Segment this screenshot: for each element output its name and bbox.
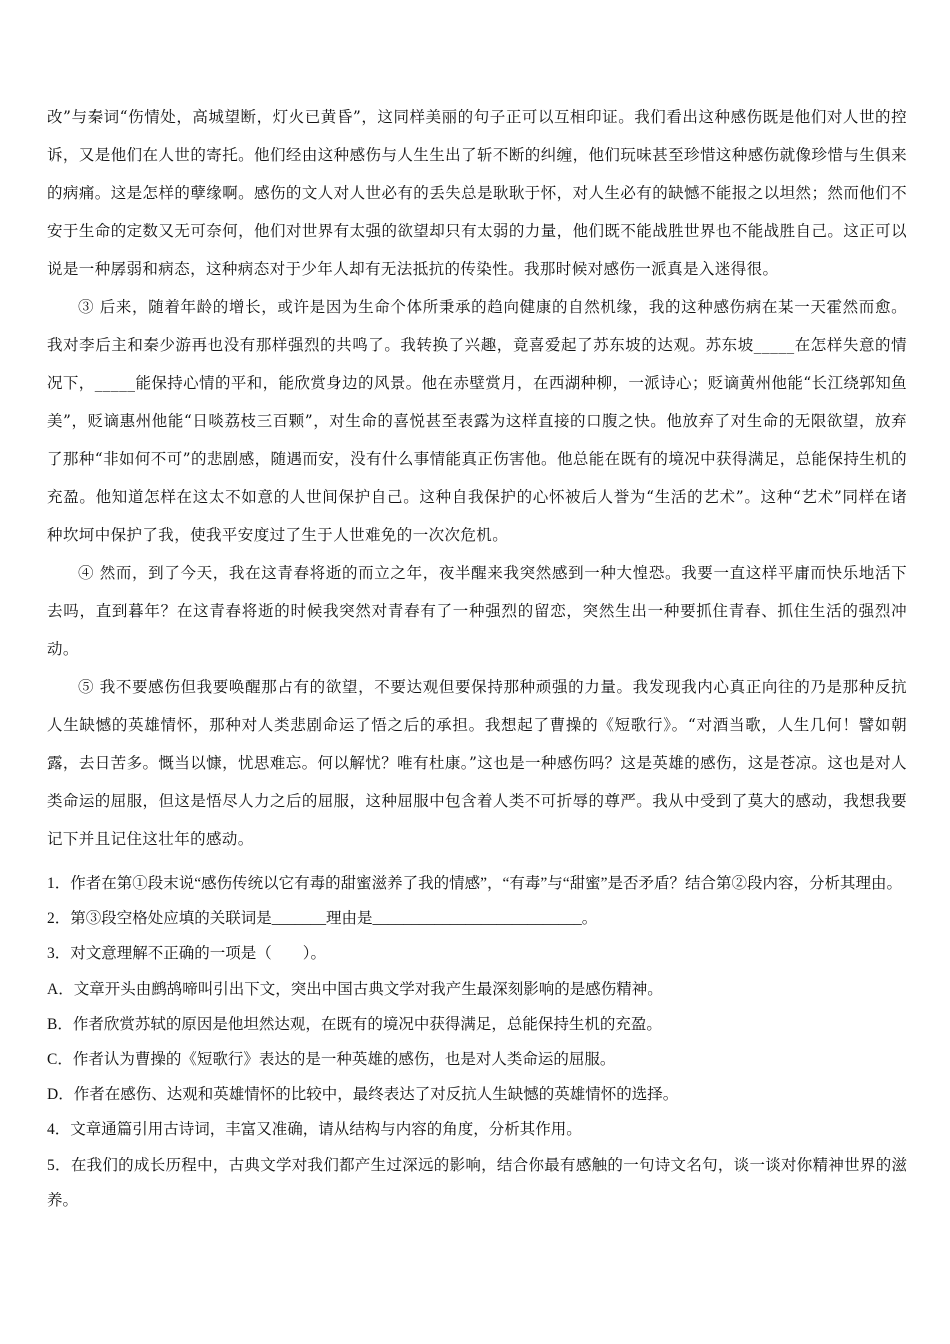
paragraph-4: ④ 然而，到了今天，我在这青春将逝的而立之年，夜半醒来我突然感到一种大惶恐。我要一直这样平庸而快乐地活下去吗，直到暮年？在这青春将逝的时候我突然对青春有了一种强烈的留恋，突然生出一种要抓住青春、抓住生活的强烈冲动。 (47, 564, 907, 658)
paragraph-5: ⑤ 我不要感伤但我要唤醒那占有的欲望，不要达观但要保持那种顽强的力量。我发现我内心真正向往的乃是那种反抗人生缺憾的英雄情怀，那种对人类悲剧命运了悟之后的承担。我想起了曹操的《短歌行》。“对酒当歌，人生几何！譬如朝露，去日苦多。慨当以慷，忧思难忘。何以解忧？唯有杜康。”这也是一种感伤吗？这是英雄的感伤，这是苍凉。这也是对人类命运的屈服，但这是悟尽人力之后的屈服，这种屈服中包含着人类不可折辱的尊严。我从中受到了莫大的感动，我想我要记下并且记住这壮年的感动。 (47, 678, 907, 848)
question-4: 4．文章通篇引用古诗词，丰富又准确，请从结构与内容的角度，分析其作用。 (47, 1121, 582, 1139)
option-b: B．作者欣赏苏轼的原因是他坦然达观，在既有的境况中获得满足，总能保持生机的充盈。 (47, 1015, 662, 1033)
reading-passage (47, 98, 907, 858)
option-a: A．文章开头由鹧鸪啼叫引出下文，突出中国古典文学对我产生最深刻影响的是感伤精神。 (47, 980, 663, 998)
question-5: 5．在我们的成长历程中，古典文学对我们都产生过深远的影响，结合你最有感触的一句诗文名句，谈一谈对你精神世界的滋养。 (47, 1156, 907, 1209)
question-3: 3．对文意理解不正确的一项是（ ）。 (47, 945, 327, 963)
option-c: C．作者认为曹操的《短歌行》表达的是一种英雄的感伤，也是对人类命运的屈服。 (47, 1051, 616, 1069)
option-d: D．作者在感伤、达观和英雄情怀的比较中，最终表达了对反抗人生缺憾的英雄情怀的选择。 (47, 1086, 679, 1104)
question-list (47, 866, 907, 1218)
question-2: 2．第③段空格处应填的关联词是_______理由是___________________________。 (47, 910, 598, 928)
paragraph-3: ③ 后来，随着年龄的增长，或许是因为生命个体所秉承的趋向健康的自然机缘，我的这种感伤病在某一天霍然而愈。我对李后主和秦少游再也没有那样强烈的共鸣了。我转换了兴趣，竟喜爱起了苏东坡的达观。苏东坡_____在怎样失意的情况下，_____能保持心情的平和，能欣赏身边的风景。他在赤壁赏月，在西湖种柳，一派诗心；贬谪黄州他能“长江绕郭知鱼美”，贬谪惠州他能“日啖荔枝三百颗”，对生命的喜悦甚至表露为这样直接的口腹之快。他放弃了对生命的无限欲望，放弃了那种“非如何不可”的悲剧感，随遇而安，没有什么事情能真正伤害他。他总能在既有的境况中获得满足，总能保持生机的充盈。他知道怎样在这太不如意的人世间保护自己。这种自我保护的心怀被后人誉为“生活的艺术”。这种“艺术”同样在诸种坎坷中保护了我，使我平安度过了生于人世难免的一次次危机。 (47, 298, 907, 544)
question-1: 1．作者在第①段末说“感伤传统以它有毒的甜蜜滋养了我的情感”，“有毒”与“甜蜜”是否矛盾？结合第②段内容，分析其理由。 (47, 875, 903, 892)
paragraph-2-tail: 改”与秦词“伤情处，高城望断，灯火已黄昏”，这同样美丽的句子正可以互相印证。我们看出这种感伤既是他们对人世的控诉，又是他们在人世的寄托。他们经由这种感伤与人生生出了斩不断的纠缠，他们玩味甚至珍惜这种感伤就像珍惜与生俱来的病痛。这是怎样的孽缘啊。感伤的文人对人世必有的丢失总是耿耿于怀，对人生必有的缺憾不能报之以坦然；然而他们不安于生命的定数又无可奈何，他们对世界有太强的欲望却只有太弱的力量，他们既不能战胜世界也不能战胜自己。这正可以说是一种孱弱和病态，这种病态对于少年人却有无法抵抗的传染性。我那时候对感伤一派真是入迷得很。 (47, 108, 907, 278)
